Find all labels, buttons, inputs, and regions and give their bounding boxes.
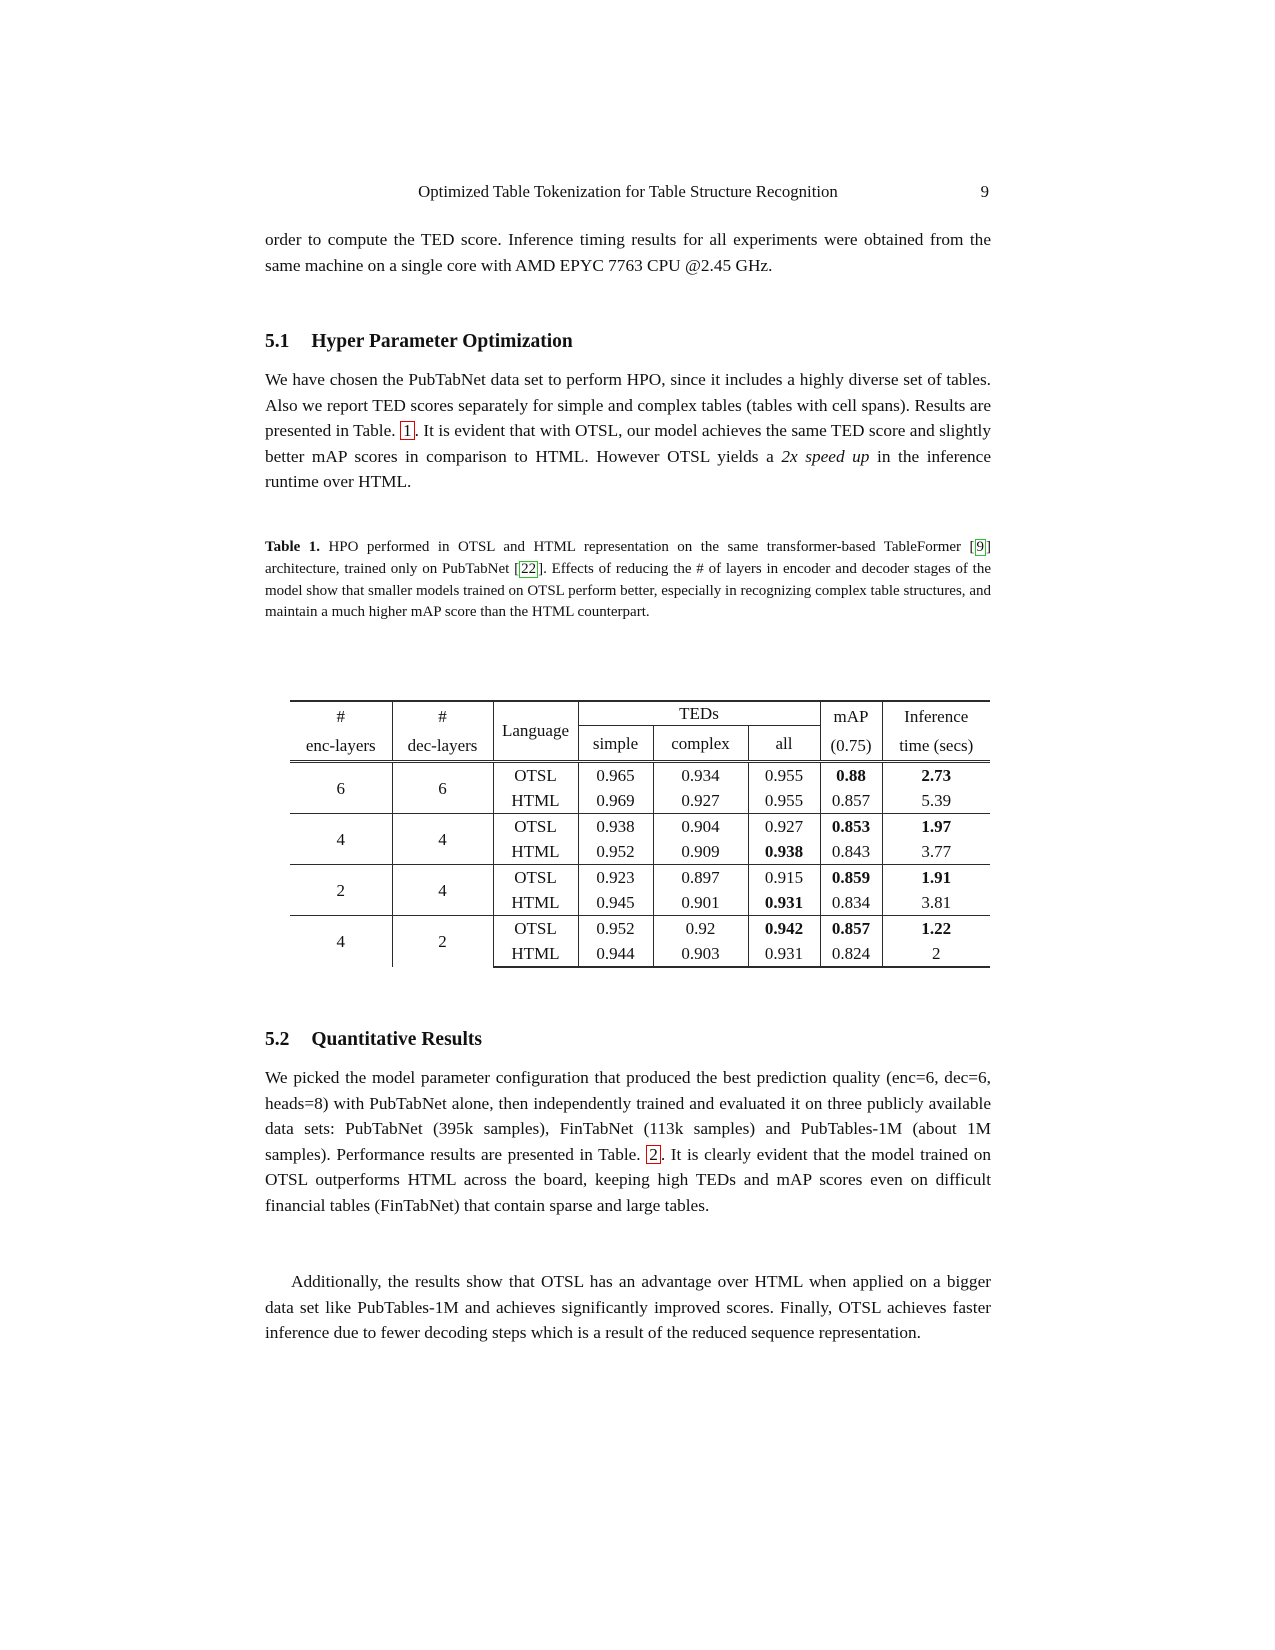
section-heading-5-1	[265, 331, 991, 353]
text-segment: order to compute the TED score. Inference timing results for all experiments were obtained from the same machine on a single core with AMD EPYC 7763 CPU @2.45 GHz.	[265, 230, 991, 275]
cell-teds-complex: 0.901	[653, 890, 748, 916]
text-segment: in the inference runtime over HTML.	[265, 446, 991, 491]
cell-teds-complex: 0.904	[653, 814, 748, 840]
running-header-title: Optimized Table Tokenization for Table Structure Recognition	[418, 182, 838, 201]
cell-teds-simple: 0.923	[578, 865, 653, 891]
cell-map: 0.88	[820, 762, 882, 789]
cell-enc-layers: 6	[290, 762, 392, 814]
col-header-language: Language	[493, 701, 578, 762]
cell-teds-all: 0.955	[748, 762, 820, 789]
cell-teds-simple: 0.944	[578, 941, 653, 967]
cell-inference-time: 1.97	[882, 814, 990, 840]
cell-enc-layers: 4	[290, 814, 392, 865]
cell-dec-layers: 4	[392, 814, 493, 865]
section-heading-5-2	[265, 1029, 991, 1051]
cell-teds-simple: 0.965	[578, 762, 653, 789]
cell-language: OTSL	[493, 814, 578, 840]
text-segment: We have chosen the PubTabNet data set to perform HPO, since it includes a highly diverse set of tables. Also we report TED scores separately for simple and complex tables (tables with cell spans). Results are presented in Table.	[265, 370, 991, 440]
text-segment: HPO performed in OTSL and HTML representation on the same transformer-based TableFormer [	[320, 539, 975, 555]
cell-teds-complex: 0.934	[653, 762, 748, 789]
cell-teds-simple: 0.952	[578, 916, 653, 942]
text-segment: We picked the model parameter configuration that produced the best prediction quality (enc=6, dec=6, heads=8) with PubTabNet alone, then independently trained and evaluated it on three publicly available data sets: PubTabNet (395k samples), FinTabNet (113k samples) and PubTables-1M (about 1M samples). Performance results are presented in Table.	[265, 1068, 991, 1164]
cell-inference-time: 1.22	[882, 916, 990, 942]
cell-teds-simple: 0.969	[578, 788, 653, 814]
cell-teds-all: 0.955	[748, 788, 820, 814]
cell-inference-time: 3.77	[921, 842, 952, 861]
table-row	[290, 865, 990, 891]
col-header-teds: TEDs	[578, 701, 820, 726]
cell-teds-all: 0.938	[748, 839, 820, 865]
cell-map: 0.857	[820, 788, 882, 814]
col-header-map: mAP (0.75)	[820, 701, 882, 762]
intro-paragraph	[265, 227, 991, 278]
col-header-inference-time: Inference time (secs)	[882, 701, 990, 762]
cell-teds-simple: 0.945	[578, 890, 653, 916]
cell-teds-all: 0.931	[748, 941, 820, 967]
text-segment: Table 1.	[265, 539, 320, 555]
cell-teds-all: 0.927	[748, 814, 820, 840]
col-header-teds-complex: complex	[653, 726, 748, 762]
cell-map: 0.834	[820, 890, 882, 916]
cell-teds-complex: 0.909	[653, 839, 748, 865]
cell-map: 0.853	[820, 814, 882, 840]
cell-map: 0.824	[820, 941, 882, 967]
cell-language: HTML	[493, 890, 578, 916]
cell-inference-time: 2.73	[921, 766, 952, 785]
cell-inference-time: 2	[882, 941, 990, 967]
table-1	[290, 700, 990, 968]
cell-teds-complex: 0.92	[653, 916, 748, 942]
cell-teds-all: 0.931	[748, 890, 820, 916]
cell-inference-time: 5.39	[921, 791, 952, 810]
table-1-container	[290, 700, 990, 968]
text-segment: . It is evident that with OTSL, our model achieves the same TED score and slightly better mAP scores in comparison to HTML. However OTSL yields a	[265, 421, 991, 466]
cell-language: HTML	[493, 788, 578, 814]
col-header-teds-all: all	[748, 726, 820, 762]
table-ref-link[interactable]: 1	[400, 421, 415, 440]
section-5-1-paragraph	[265, 367, 991, 495]
section-number: 5.2	[265, 1029, 290, 1050]
cell-enc-layers: 4	[290, 916, 392, 968]
cell-dec-layers: 4	[392, 865, 493, 916]
table-1-caption	[265, 537, 991, 624]
citation-link[interactable]: 22	[521, 560, 537, 577]
cell-language: HTML	[493, 941, 578, 967]
cell-language: OTSL	[493, 916, 578, 942]
cell-teds-all: 0.942	[748, 916, 820, 942]
table-row	[290, 762, 990, 789]
table-row	[290, 814, 990, 840]
table-row	[290, 916, 990, 942]
cell-language: OTSL	[493, 865, 578, 891]
col-header-dec-layers: # dec-layers	[392, 701, 493, 762]
cell-teds-complex: 0.897	[653, 865, 748, 891]
citation-link[interactable]: 9	[976, 539, 984, 555]
col-header-enc-layers: # enc-layers	[290, 701, 392, 762]
section-5-2-paragraph-1	[265, 1065, 991, 1218]
cell-inference-time: 3.81	[921, 893, 952, 912]
text-segment: Additionally, the results show that OTSL has an advantage over HTML when applied on a bigger data set like PubTables-1M and achieves significantly improved scores. Finally, OTSL achieves faster inference due to fewer decoding steps which is a result of the reduced sequence representation.	[265, 1272, 991, 1342]
text-segment: . It is clearly evident that the model trained on OTSL outperforms HTML across the board, keeping high TEDs and mAP scores even on difficult financial tables (FinTabNet) that contain sparse and large tables.	[265, 1144, 992, 1215]
cell-language: HTML	[493, 839, 578, 865]
cell-language: OTSL	[493, 762, 578, 789]
cell-enc-layers: 2	[290, 865, 392, 916]
cell-teds-all: 0.915	[748, 865, 820, 891]
cell-dec-layers: 2	[392, 916, 493, 968]
cell-dec-layers: 6	[392, 762, 493, 814]
section-number: 5.1	[265, 331, 290, 352]
cell-map: 0.859	[820, 865, 882, 891]
table-ref-link[interactable]: 2	[646, 1145, 661, 1164]
cell-map: 0.857	[820, 916, 882, 942]
text-segment: ]. Effects of reducing the # of layers in encoder and decoder stages of the model show that smaller models trained on OTSL perform better, especially in recognizing complex table structures, and maintain a much higher mAP score than the HTML counterpart.	[265, 560, 991, 621]
text-segment: 2x speed up	[781, 446, 870, 466]
section-5-2-paragraph-2	[265, 1269, 991, 1346]
cell-teds-complex: 0.927	[653, 788, 748, 814]
cell-teds-simple: 0.952	[578, 839, 653, 865]
section-title: Hyper Parameter Optimization	[311, 331, 573, 352]
cell-inference-time: 1.91	[882, 865, 990, 891]
cell-map: 0.843	[820, 839, 882, 865]
running-header	[265, 180, 991, 204]
section-title: Quantitative Results	[311, 1029, 482, 1050]
cell-teds-simple: 0.938	[578, 814, 653, 840]
col-header-teds-simple: simple	[578, 726, 653, 762]
cell-teds-complex: 0.903	[653, 941, 748, 967]
text-segment: ] architecture, trained only on PubTabNet [	[265, 539, 991, 577]
page-number: 9	[980, 182, 989, 201]
